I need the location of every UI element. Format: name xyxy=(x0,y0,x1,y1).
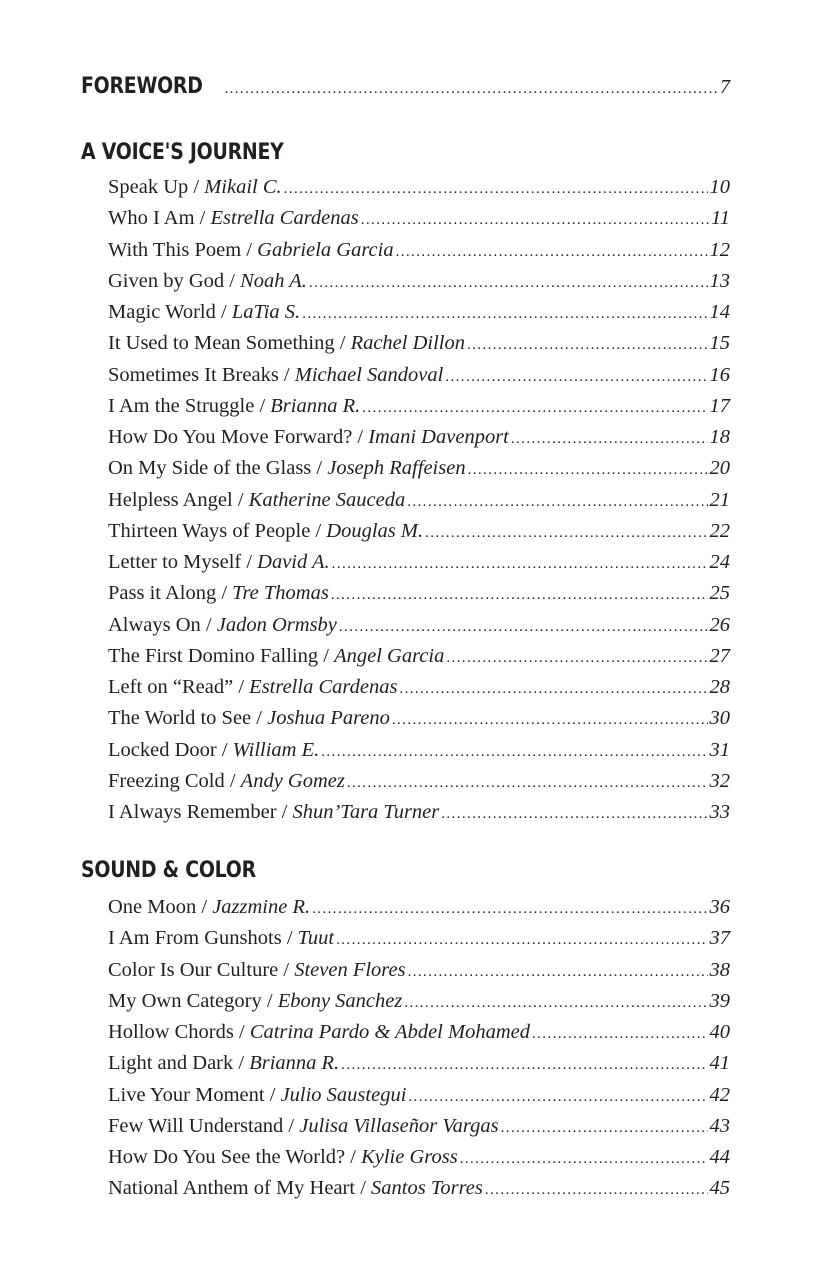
dot-leader xyxy=(224,81,718,98)
entry-page-number: 25 xyxy=(709,582,730,605)
entry-author: Joseph Raffeisen xyxy=(327,457,466,480)
dot-leader xyxy=(485,1177,708,1203)
entry-page-number: 15 xyxy=(709,332,730,355)
entry-page-number: 39 xyxy=(709,989,730,1012)
dot-leader xyxy=(468,457,708,483)
dot-leader xyxy=(392,707,708,733)
entry-page-number: 12 xyxy=(709,238,730,261)
entry-title: National Anthem of My Heart / xyxy=(108,1177,372,1200)
entry-author: Santos Torres xyxy=(371,1177,483,1200)
toc-entry xyxy=(108,1019,730,1045)
dot-leader xyxy=(331,582,708,608)
entry-page-number: 28 xyxy=(709,676,730,698)
toc-entry xyxy=(108,925,730,951)
entry-page-number: 33 xyxy=(709,801,730,823)
entry-page-number: 42 xyxy=(709,1083,730,1106)
foreword-row xyxy=(81,74,730,99)
entry-author: Estrella Cardenas xyxy=(249,676,398,698)
entry-title: Locked Door / xyxy=(108,738,233,761)
entry-title: I Always Remember / xyxy=(108,801,293,823)
dot-leader xyxy=(361,207,709,233)
toc-entry xyxy=(108,799,730,825)
dot-leader xyxy=(425,520,707,546)
entry-page-number: 32 xyxy=(709,769,730,792)
entry-title: Thirteen Ways of People / xyxy=(108,519,327,542)
entry-page-number: 45 xyxy=(709,1177,730,1200)
entry-page-number: 17 xyxy=(709,394,730,417)
dot-leader xyxy=(446,645,707,671)
entry-page-number: 13 xyxy=(709,269,730,292)
dot-leader xyxy=(511,426,708,452)
entry-title: Sometimes It Breaks / xyxy=(108,363,295,386)
entry-title: Who I Am / xyxy=(108,207,211,230)
dot-leader xyxy=(347,770,708,796)
entry-page-number: 43 xyxy=(709,1114,730,1137)
dot-leader xyxy=(399,676,707,702)
toc-entry xyxy=(108,174,730,200)
toc-entry xyxy=(108,580,730,606)
entry-page-number: 30 xyxy=(709,707,730,730)
toc-entry xyxy=(108,957,730,983)
dot-leader xyxy=(501,1115,708,1141)
entry-title: Given by God / xyxy=(108,269,241,292)
toc-entry xyxy=(108,549,730,575)
toc-entry xyxy=(108,330,730,356)
dot-leader xyxy=(341,1052,707,1078)
toc-entry xyxy=(108,518,730,544)
entry-author: Ebony Sanchez xyxy=(277,989,403,1012)
toc-entry xyxy=(108,362,730,388)
entry-title: Letter to Myself / xyxy=(108,551,258,573)
entry-title: Hollow Chords / xyxy=(108,1021,250,1043)
dot-leader xyxy=(339,614,708,640)
dot-leader xyxy=(445,364,707,390)
entry-author: David A. xyxy=(257,551,330,573)
dot-leader xyxy=(336,927,707,953)
dot-leader xyxy=(302,301,707,327)
toc-entry xyxy=(108,237,730,263)
entry-page-number: 24 xyxy=(709,551,730,573)
toc-entry xyxy=(108,205,730,231)
entry-title: I Am the Struggle / xyxy=(108,394,271,417)
entry-author: Shun’Tara Turner xyxy=(292,801,440,823)
dot-leader xyxy=(312,896,707,922)
toc-entry xyxy=(108,393,730,419)
toc-entry xyxy=(108,455,730,481)
toc-entry xyxy=(108,705,730,731)
entry-title: With This Poem / xyxy=(108,238,258,261)
foreword-page-number: 7 xyxy=(720,76,730,98)
entry-author: Kylie Gross xyxy=(361,1146,458,1168)
dot-leader xyxy=(460,1146,708,1172)
entry-author: Joshua Pareno xyxy=(267,707,390,730)
entry-author: Estrella Cardenas xyxy=(210,207,359,230)
entry-title: Helpless Angel / xyxy=(108,488,249,511)
entry-page-number: 11 xyxy=(711,207,730,230)
entry-title: Color Is Our Culture / xyxy=(108,958,295,981)
entry-author: Andy Gomez xyxy=(240,769,345,792)
entry-author: Katherine Sauceda xyxy=(248,488,406,511)
entry-author: Angel Garcia xyxy=(334,644,445,667)
entry-author: Julisa Villaseñor Vargas xyxy=(299,1114,499,1137)
toc-entry xyxy=(108,894,730,920)
entry-page-number: 10 xyxy=(709,176,730,198)
toc-entry xyxy=(108,643,730,669)
entry-title: One Moon / xyxy=(108,896,213,918)
dot-leader xyxy=(332,551,708,577)
entry-title: Left on “Read” / xyxy=(108,676,250,698)
toc-entry xyxy=(108,1175,730,1201)
entry-author: Brianna R. xyxy=(270,394,361,417)
entry-title: Few Will Understand / xyxy=(108,1114,300,1137)
entry-page-number: 26 xyxy=(709,613,730,636)
dot-leader xyxy=(321,739,707,765)
entry-title: I Am From Gunshots / xyxy=(108,927,298,950)
entry-page-number: 38 xyxy=(709,958,730,981)
entry-page-number: 41 xyxy=(709,1052,730,1075)
dot-leader xyxy=(407,489,707,515)
toc-entry xyxy=(108,1050,730,1076)
dot-leader xyxy=(532,1021,708,1047)
toc-entry xyxy=(108,268,730,294)
dot-leader xyxy=(408,1084,707,1110)
entry-page-number: 44 xyxy=(709,1146,730,1168)
entry-author: Noah A. xyxy=(240,269,307,292)
entry-author: Mikail C. xyxy=(204,176,282,198)
entry-author: LaTia S. xyxy=(231,301,301,323)
entry-author: Michael Sandoval xyxy=(294,363,444,386)
toc-entry xyxy=(108,674,730,700)
toc-entry xyxy=(108,487,730,513)
toc-entry xyxy=(108,1082,730,1108)
toc-entry xyxy=(108,768,730,794)
dot-leader xyxy=(284,176,708,202)
entry-title: The First Domino Falling / xyxy=(108,644,335,667)
foreword-title: FOREWORD xyxy=(81,74,203,99)
dot-leader xyxy=(467,332,708,358)
entry-page-number: 22 xyxy=(709,519,730,542)
dot-leader xyxy=(362,395,707,421)
toc-entry xyxy=(108,612,730,638)
entry-page-number: 36 xyxy=(709,896,730,918)
toc-entry xyxy=(108,737,730,763)
entry-page-number: 20 xyxy=(709,457,730,480)
toc-entry xyxy=(108,424,730,450)
entry-author: Tuut xyxy=(297,927,335,950)
entry-author: Gabriela Garcia xyxy=(257,238,394,261)
entry-title: Speak Up / xyxy=(108,176,205,198)
entry-author: Julio Saustegui xyxy=(280,1083,407,1106)
entry-author: Steven Flores xyxy=(294,958,406,981)
dot-leader xyxy=(396,239,708,265)
entry-author: Jadon Ormsby xyxy=(216,613,337,636)
entry-title: On My Side of the Glass / xyxy=(108,457,328,480)
entry-title: How Do You See the World? / xyxy=(108,1146,362,1168)
entry-author: William E. xyxy=(232,738,320,761)
entry-page-number: 40 xyxy=(709,1021,730,1043)
section-title-sound-color: SOUND & COLOR xyxy=(81,858,256,883)
entry-page-number: 37 xyxy=(709,927,730,950)
toc-entry xyxy=(108,988,730,1014)
dot-leader xyxy=(408,959,708,985)
entry-page-number: 16 xyxy=(709,363,730,386)
entry-author: Tre Thomas xyxy=(232,582,329,605)
entry-author: Douglas M. xyxy=(326,519,424,542)
entry-title: Magic World / xyxy=(108,301,232,323)
entry-page-number: 18 xyxy=(709,426,730,448)
toc-entry xyxy=(108,1113,730,1139)
entry-page-number: 14 xyxy=(709,301,730,323)
entry-title: The World to See / xyxy=(108,707,268,730)
dot-leader xyxy=(404,990,707,1016)
toc-entry xyxy=(108,299,730,325)
entry-title: It Used to Mean Something / xyxy=(108,332,351,355)
entry-title: My Own Category / xyxy=(108,989,278,1012)
entry-author: Catrina Pardo & Abdel Mohamed xyxy=(249,1021,530,1043)
entry-title: Live Your Moment / xyxy=(108,1083,281,1106)
entry-author: Imani Davenport xyxy=(368,426,509,448)
entry-page-number: 21 xyxy=(709,488,730,511)
entry-title: Pass it Along / xyxy=(108,582,233,605)
entry-page-number: 27 xyxy=(709,644,730,667)
toc-entry xyxy=(108,1144,730,1170)
section-title-voices-journey: A VOICE'S JOURNEY xyxy=(81,140,284,165)
entry-title: How Do You Move Forward? / xyxy=(108,426,369,448)
entry-title: Light and Dark / xyxy=(108,1052,250,1075)
entry-author: Jazzmine R. xyxy=(212,896,311,918)
entry-author: Rachel Dillon xyxy=(350,332,465,355)
dot-leader xyxy=(441,801,707,827)
entry-page-number: 31 xyxy=(709,738,730,761)
entry-author: Brianna R. xyxy=(249,1052,340,1075)
entry-title: Freezing Cold / xyxy=(108,769,241,792)
dot-leader xyxy=(309,270,708,296)
entry-title: Always On / xyxy=(108,613,217,636)
